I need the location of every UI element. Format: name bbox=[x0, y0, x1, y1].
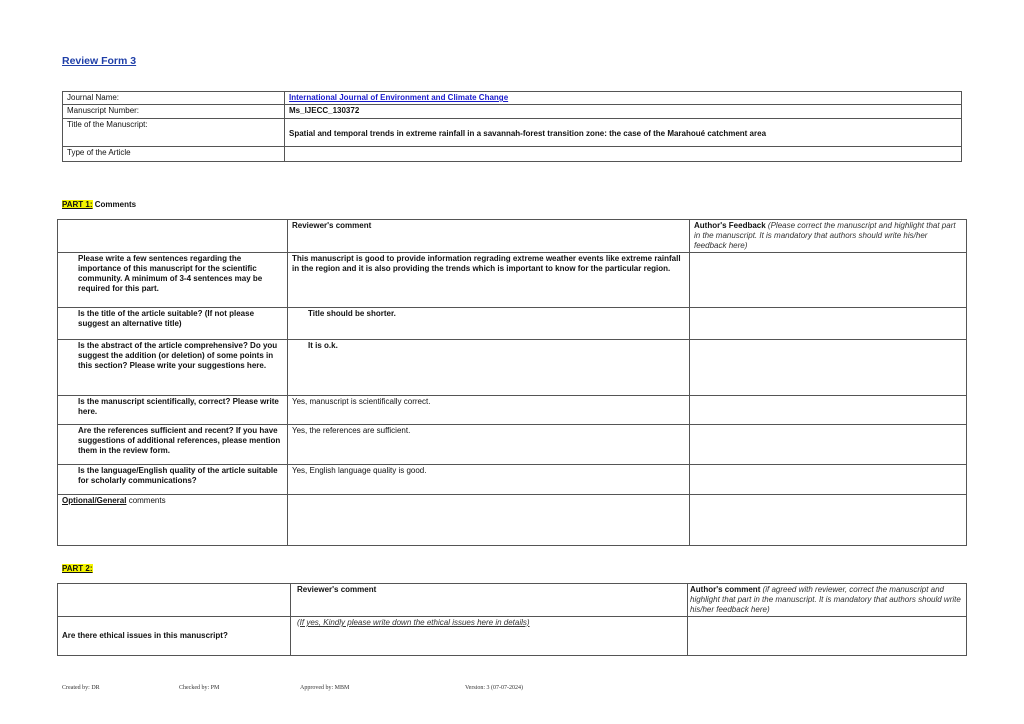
part2-label: PART 2: bbox=[62, 564, 93, 573]
part1-heading bbox=[62, 200, 136, 209]
header-empty bbox=[58, 220, 288, 253]
reviewer-comment[interactable]: It is o.k. bbox=[288, 340, 690, 396]
question: Is the title of the article suitable? (If not please suggest an alternative title) bbox=[58, 308, 288, 340]
author-header-note: (if agreed with reviewer, correct the manuscript and highlight that part in the manuscript. It is mandatory that authors should write his/her feedback here) bbox=[690, 585, 961, 614]
reviewer-comment[interactable]: Yes, the references are sufficient. bbox=[288, 425, 690, 465]
part1-label: PART 1: bbox=[62, 200, 93, 209]
author-header bbox=[690, 220, 967, 253]
author-header-label: Author's comment bbox=[690, 585, 761, 594]
author-header bbox=[688, 584, 967, 617]
question: Please write a few sentences regarding the importance of this manuscript for the scientific community. A minimum of 3-4 sentences may be required for this part. bbox=[58, 253, 288, 308]
optional-suffix: comments bbox=[126, 496, 166, 505]
part1-label-suffix: Comments bbox=[92, 200, 137, 209]
footer-checked: Checked by: PM bbox=[179, 685, 220, 691]
author-comment[interactable] bbox=[688, 617, 967, 656]
author-header-note: (Please correct the manuscript and highlight that part in the manuscript. It is mandatory that authors should write his/her feedback here) bbox=[694, 221, 956, 250]
question: Is the abstract of the article comprehensive? Do you suggest the addition (or deletion) of some points in this section? Please write your suggestions here. bbox=[58, 340, 288, 396]
header-empty bbox=[58, 584, 291, 617]
question: Are the references sufficient and recent? If you have suggestions of additional references, please mention them in the review form. bbox=[58, 425, 288, 465]
author-feedback[interactable] bbox=[690, 253, 967, 308]
reviewer-comment[interactable]: This manuscript is good to provide information regrading extreme weather events like extreme rainfall in the region and it is also providing the trends which is important to know for the particular region. bbox=[288, 253, 690, 308]
author-feedback[interactable] bbox=[690, 465, 967, 495]
question: Is the language/English quality of the article suitable for scholarly communications? bbox=[58, 465, 288, 495]
author-feedback[interactable] bbox=[690, 308, 967, 340]
manuscript-info-table bbox=[62, 91, 962, 162]
footer-created: Created by: DR bbox=[62, 685, 100, 691]
optional-label: Optional/General bbox=[62, 496, 127, 505]
ethical-hint: (If yes, Kindly please write down the ethical issues here in details) bbox=[297, 618, 530, 627]
optional-label-cell bbox=[58, 495, 288, 546]
footer-approved: Approved by: MBM bbox=[300, 685, 350, 691]
reviewer-comment[interactable]: Title should be shorter. bbox=[288, 308, 690, 340]
author-header-label: Author's Feedback bbox=[694, 221, 766, 230]
title-label: Title of the Manuscript: bbox=[63, 119, 285, 147]
author-feedback[interactable] bbox=[690, 425, 967, 465]
reviewer-comment[interactable] bbox=[291, 617, 688, 656]
ms-value: Ms_IJECC_130372 bbox=[285, 105, 962, 119]
table-row bbox=[58, 308, 967, 340]
form-title: Review Form 3 bbox=[62, 55, 137, 67]
footer-version: Version: 3 (07-07-2024) bbox=[465, 685, 523, 691]
reviewer-header: Reviewer's comment bbox=[288, 220, 690, 253]
journal-link[interactable]: International Journal of Environment and Climate Change bbox=[289, 93, 509, 102]
question: Are there ethical issues in this manuscript? bbox=[58, 617, 291, 656]
table-row bbox=[58, 425, 967, 465]
table-row bbox=[58, 617, 967, 656]
reviewer-comment[interactable]: Yes, English language quality is good. bbox=[288, 465, 690, 495]
author-feedback[interactable] bbox=[690, 495, 967, 546]
table-row bbox=[58, 340, 967, 396]
reviewer-comment[interactable]: Yes, manuscript is scientifically correct. bbox=[288, 396, 690, 425]
reviewer-header: Reviewer's comment bbox=[291, 584, 688, 617]
table-row bbox=[58, 396, 967, 425]
table-row bbox=[58, 253, 967, 308]
author-feedback[interactable] bbox=[690, 396, 967, 425]
type-label: Type of the Article bbox=[63, 147, 285, 162]
part2-table bbox=[57, 583, 967, 656]
ms-label: Manuscript Number: bbox=[63, 105, 285, 119]
table-row bbox=[58, 495, 967, 546]
title-value: Spatial and temporal trends in extreme rainfall in a savannah-forest transition zone: the case of the Marahoué catchment area bbox=[285, 119, 962, 147]
question: Is the manuscript scientifically, correct? Please write here. bbox=[58, 396, 288, 425]
type-value bbox=[285, 147, 962, 162]
part2-heading bbox=[62, 564, 93, 573]
author-feedback[interactable] bbox=[690, 340, 967, 396]
journal-label: Journal Name: bbox=[63, 92, 285, 105]
reviewer-comment[interactable] bbox=[288, 495, 690, 546]
table-row bbox=[58, 465, 967, 495]
part1-table bbox=[57, 219, 967, 546]
